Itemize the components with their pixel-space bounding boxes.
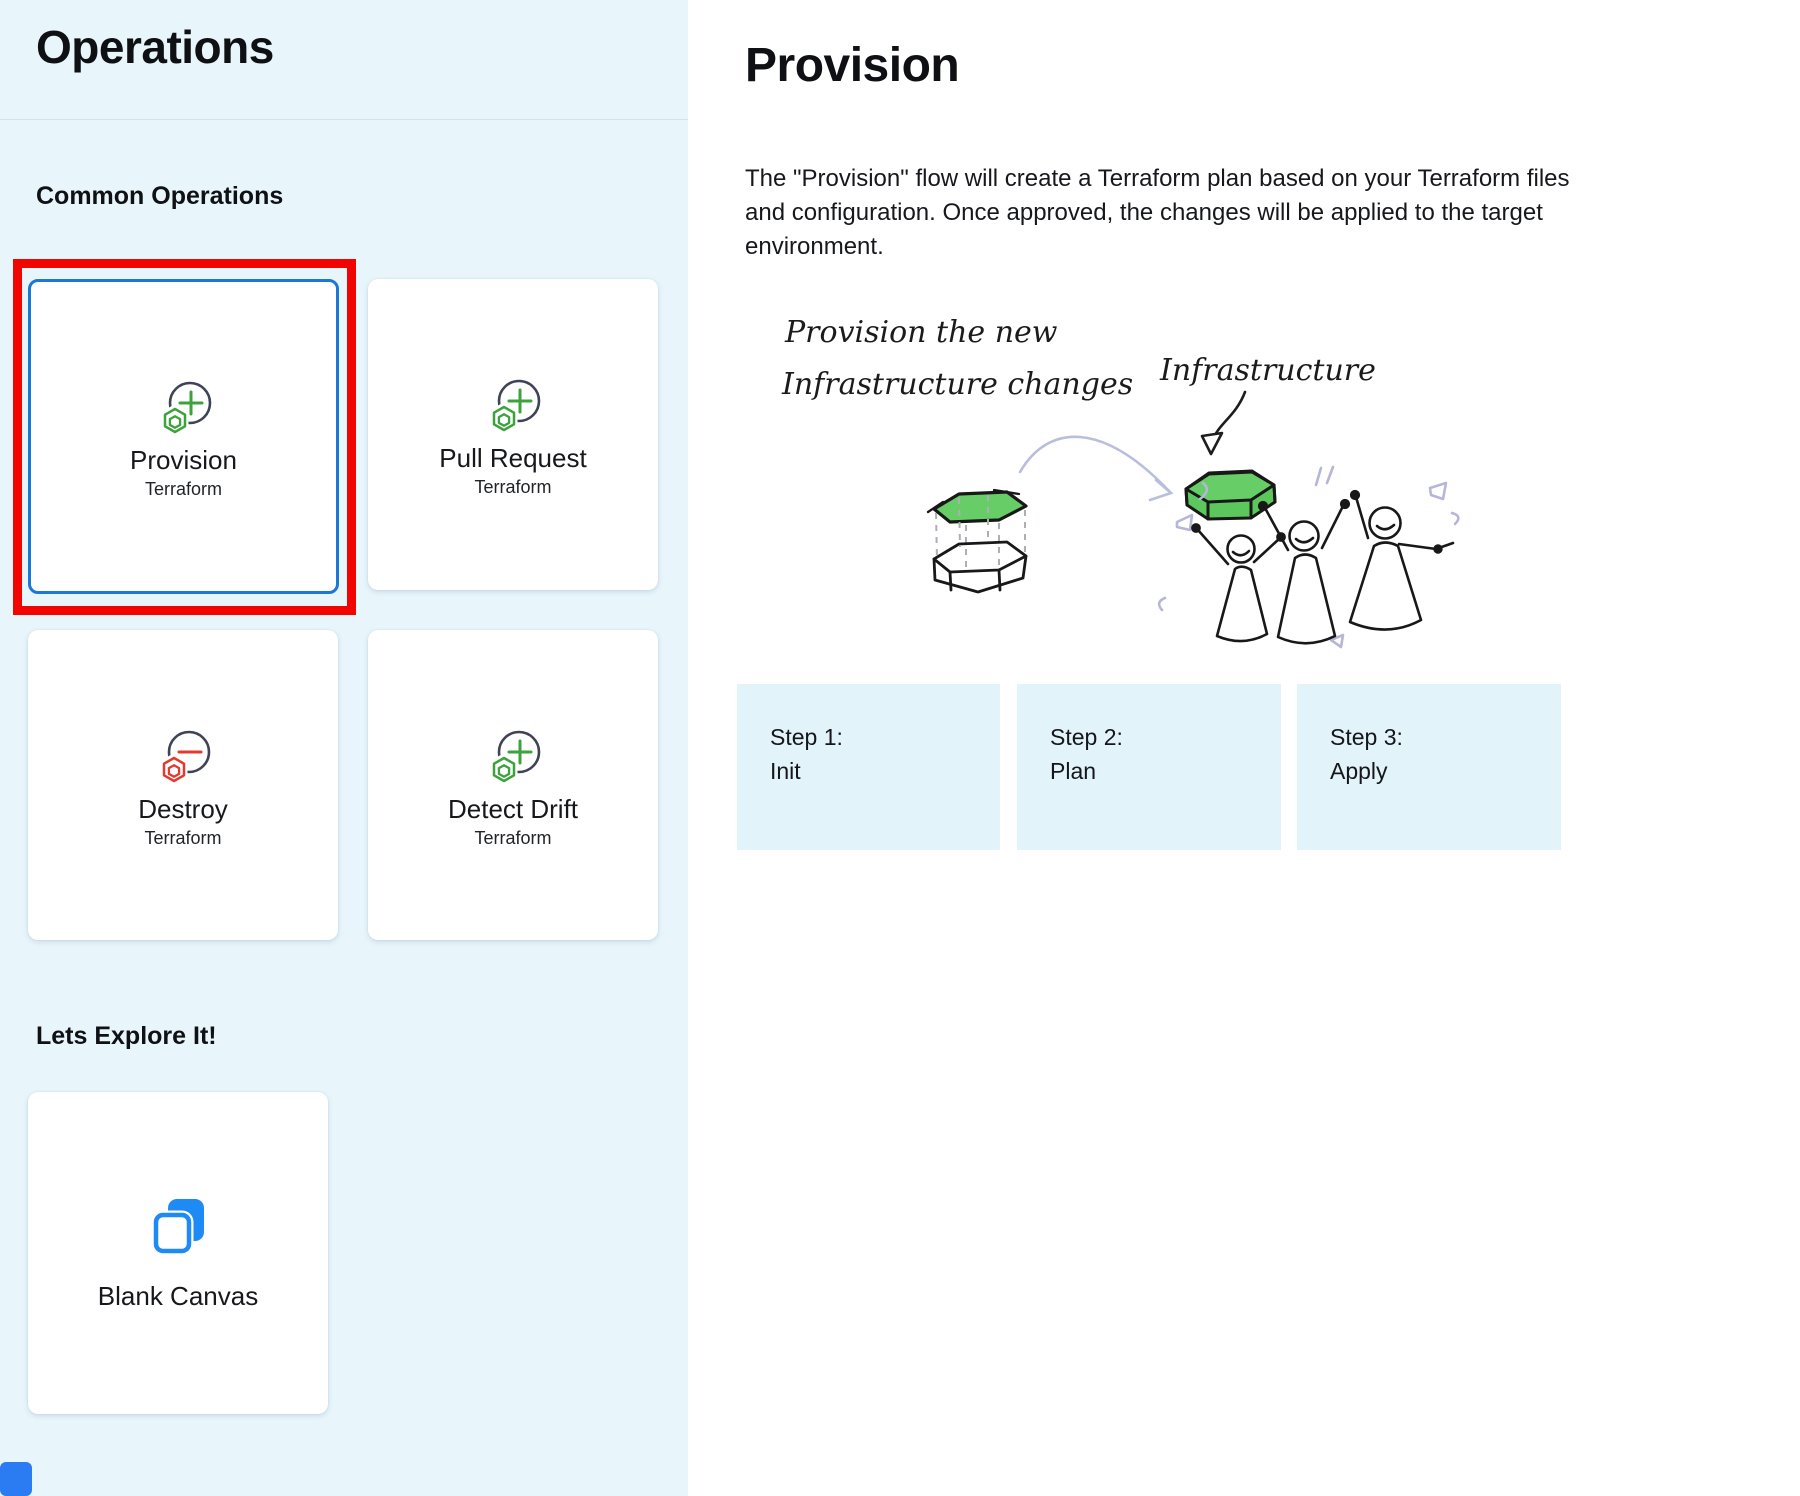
operation-card-sublabel: Terraform [144, 827, 222, 848]
provision-flow-illustration [730, 292, 1490, 684]
section-heading-lets-explore: Lets Explore It! [36, 1022, 217, 1050]
illustration-captions [781, 315, 1376, 402]
description-line: environment. [745, 233, 884, 260]
operation-card-blank-canvas[interactable] [28, 1092, 328, 1414]
figure-1 [1192, 524, 1284, 641]
step-title: Step 3: [1330, 724, 1403, 750]
description-line: The "Provision" flow will create a Terraform plan based on your Terraform files [745, 165, 1570, 192]
operation-card-sublabel: Terraform [474, 477, 552, 497]
operation-card-label: Destroy [138, 793, 228, 824]
caption-text: Infrastructure changes [782, 367, 1134, 402]
operation-card-label: Provision [130, 445, 237, 475]
caption-text: Provision the new [785, 315, 1058, 350]
operation-card-label: Blank Canvas [97, 1280, 259, 1311]
figure-3 [1350, 491, 1453, 629]
section-heading-common-operations: Common Operations [36, 182, 284, 210]
terraform-add-icon [481, 371, 545, 435]
down-arrow-icon [1202, 392, 1245, 454]
floating-widget-button[interactable] [0, 1462, 32, 1496]
step-subtitle: Plan [1050, 758, 1097, 784]
operation-card-label: Detect Drift [447, 793, 579, 824]
step-subtitle: Apply [1330, 758, 1388, 784]
flow-description [745, 162, 1745, 264]
hexagon-wireframe-illustration [928, 490, 1026, 592]
step-title: Step 1: [770, 724, 843, 750]
step-subtitle: Init [770, 758, 801, 784]
caption-text: Infrastructure [1160, 353, 1376, 388]
sidebar-title: Operations [36, 21, 274, 73]
celebrating-figures-illustration [1159, 467, 1458, 647]
page-title: Provision [745, 39, 960, 92]
sidebar [0, 0, 688, 1496]
description-line: and configuration. Once approved, the changes will be applied to the target [745, 199, 1543, 226]
step-box-apply [1297, 684, 1561, 850]
operation-card-pull-request[interactable] [368, 279, 658, 590]
blank-canvas-icon [148, 1195, 208, 1255]
curved-arrow-icon [1020, 437, 1171, 500]
terraform-add-icon [481, 722, 545, 786]
operation-card-sublabel: Terraform [144, 479, 222, 499]
operation-card-detect-drift[interactable] [368, 630, 658, 940]
green-hexagon-illustration [1186, 471, 1275, 519]
operation-card-sublabel: Terraform [474, 827, 552, 848]
sidebar-divider [0, 119, 688, 120]
figure-2 [1259, 500, 1349, 643]
operation-card-provision[interactable] [28, 279, 339, 594]
operation-card-label: Pull Request [439, 443, 587, 473]
step-box-init [737, 684, 1000, 850]
step-box-plan [1017, 684, 1281, 850]
terraform-remove-icon [151, 722, 215, 786]
step-title: Step 2: [1050, 724, 1123, 750]
terraform-add-icon [152, 373, 216, 437]
operation-card-destroy[interactable] [28, 630, 338, 940]
